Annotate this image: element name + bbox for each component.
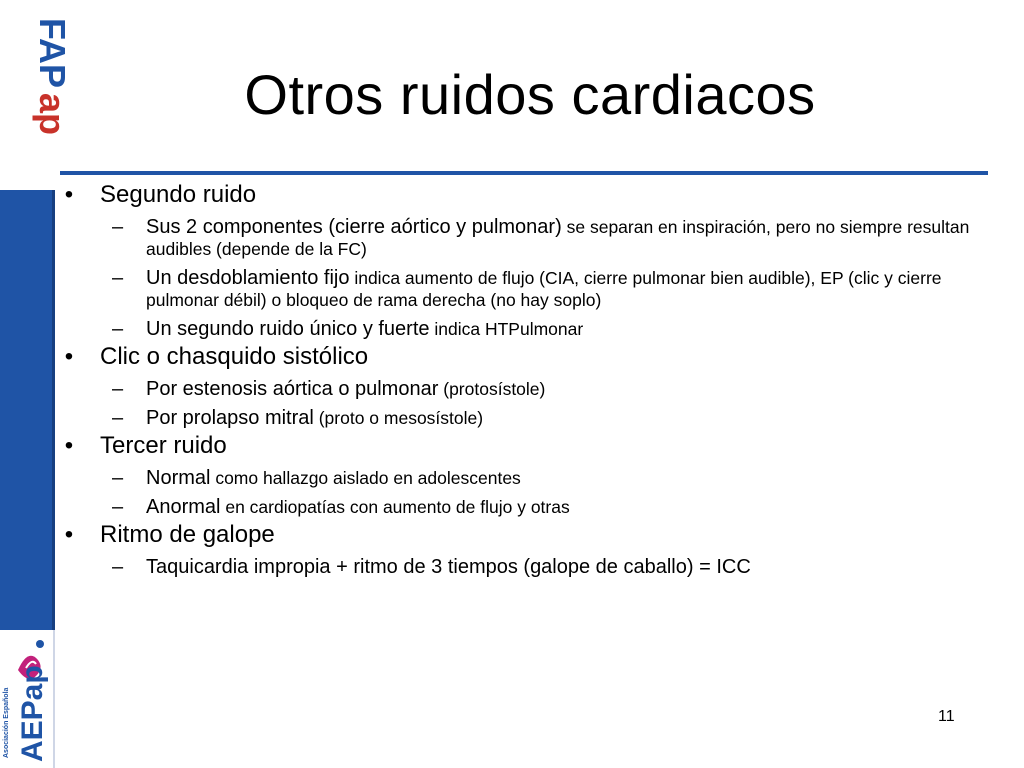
sub-bullet-main: Un segundo ruido único y fuerte: [146, 318, 430, 340]
sub-bullet: [60, 267, 980, 311]
sidebar-band-edge: [52, 190, 55, 630]
aepap-subtext: Asociación Española: [3, 687, 10, 758]
dash-glyph: –: [112, 407, 124, 429]
bullet-segundo-ruido: [60, 180, 980, 209]
sub-bullet: [60, 378, 980, 400]
sub-bullet-detail: se separan en inspiración, pero no siempre resultan audibles (depende de la FC): [146, 217, 970, 259]
sub-bullet-main: Un desdoblamiento fijo: [146, 267, 350, 289]
bullet-text: Clic o chasquido sistólico: [100, 343, 369, 370]
sub-bullet-main: Por prolapso mitral: [146, 407, 314, 429]
aepap-logo: [0, 630, 55, 768]
sub-bullet: [60, 407, 980, 429]
slide-title: Otros ruidos cardiacos: [244, 63, 816, 126]
bullet-ritmo-galope: [60, 520, 980, 549]
sub-bullet: [60, 216, 980, 260]
bullet-glyph: •: [64, 432, 74, 459]
aepap-logo-text: AEPap: [16, 665, 49, 762]
dash-glyph: –: [112, 216, 124, 238]
dash-glyph: –: [112, 496, 124, 518]
fapap-logo-red-text: ap: [32, 93, 73, 136]
dash-glyph: –: [112, 318, 124, 340]
sub-bullet: [60, 318, 980, 340]
sub-bullet: [60, 496, 980, 518]
sub-bullet-detail: (proto o mesosístole): [313, 408, 484, 428]
sub-bullet-detail: (protosístole): [438, 379, 546, 399]
bullet-glyph: •: [64, 343, 74, 370]
sub-bullet-detail: en cardiopatías con aumento de flujo y otras: [220, 497, 570, 517]
sub-bullet-detail: como hallazgo aislado en adolescentes: [210, 468, 521, 488]
fapap-logo-blue-text: FAP: [32, 18, 73, 89]
bullet-glyph: •: [64, 521, 74, 548]
page-number: 11: [938, 708, 955, 725]
dash-glyph: –: [112, 556, 124, 578]
bullet-text: Tercer ruido: [100, 432, 227, 459]
sidebar-divider: [53, 630, 55, 768]
sub-bullet: [60, 467, 980, 489]
sidebar-band: [0, 190, 55, 630]
slide-content: [60, 178, 980, 578]
sub-bullet-main: Anormal: [146, 496, 221, 518]
bullet-text: Segundo ruido: [100, 181, 257, 208]
sub-bullet-main: Por estenosis aórtica o pulmonar: [146, 378, 439, 400]
sub-bullet-main: Sus 2 componentes (cierre aórtico y pulmonar): [146, 216, 562, 238]
bullet-tercer-ruido: [60, 431, 980, 460]
sub-bullet-detail: indica aumento de flujo (CIA, cierre pulmonar bien audible), EP (clic y cierre pulmonar débil) o bloqueo de rama derecha (no hay soplo): [146, 268, 942, 310]
sub-bullet-main: Normal: [146, 467, 211, 489]
sub-bullet-main: Taquicardia impropia + ritmo de 3 tiempos (galope de caballo) = ICC: [146, 556, 751, 578]
dash-glyph: –: [112, 267, 124, 289]
bullet-glyph: •: [64, 181, 74, 208]
sub-bullet-detail: indica HTPulmonar: [429, 319, 584, 339]
dash-glyph: –: [112, 378, 124, 400]
title-underline: [60, 171, 988, 175]
dash-glyph: –: [112, 467, 124, 489]
bullet-text: Ritmo de galope: [100, 521, 275, 548]
fapap-logo: [0, 0, 73, 190]
bullet-clic: [60, 342, 980, 371]
sub-bullet: [60, 556, 980, 578]
